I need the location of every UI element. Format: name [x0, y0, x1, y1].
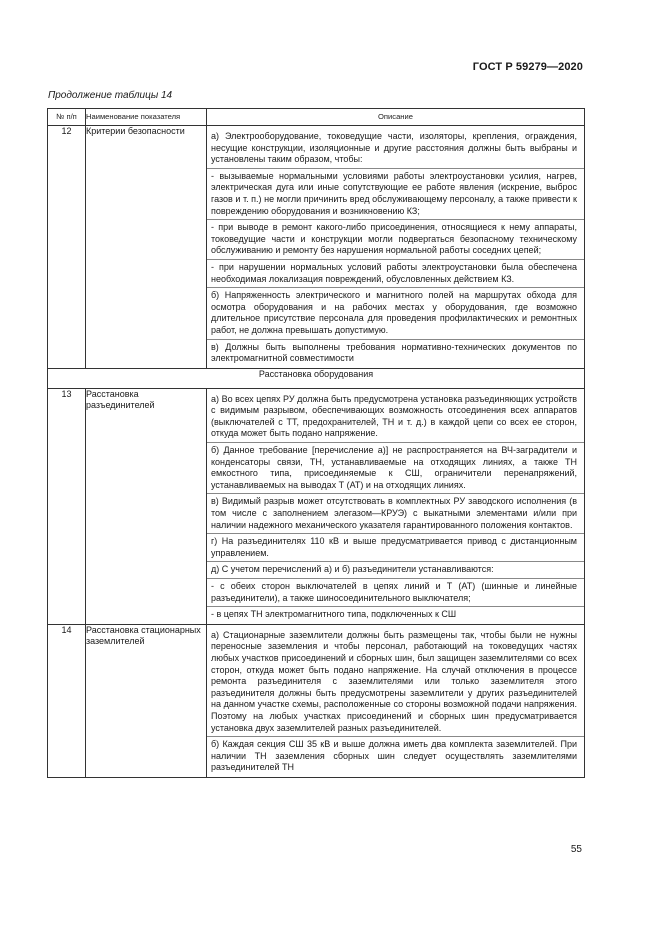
row-name: Расстановка разъединителей	[86, 388, 207, 624]
row-number: 14	[48, 624, 86, 777]
description-paragraph: в) Видимый разрыв может отсутствовать в комплектных РУ заводского исполнения (в том числе с заполнением элегазом—КРУЭ) с выкатными элементами и/или при наличии надежного механического указателя гарантированного положения контактов.	[207, 494, 584, 534]
table-caption: Продолжение таблицы 14	[48, 90, 173, 101]
column-header-number: № п/п	[48, 109, 86, 126]
table-row	[48, 388, 585, 624]
row-description	[207, 126, 585, 369]
description-paragraph: - при нарушении нормальных условий работы электроустановки была обеспечена необходимая локализация повреждений, обусловленных действием КЗ.	[207, 260, 584, 288]
column-header-description: Описание	[207, 109, 585, 126]
column-header-name: Наименование показателя	[86, 109, 207, 126]
table-row	[48, 624, 585, 777]
description-paragraph: а) Во всех цепях РУ должна быть предусмотрена установка разъединяющих устройств с видимым разрывом, обеспечивающих возможность отсоединения всех аппаратов (выключателей с ТТ, предохранителей, ТН и т. д.) в каждой цепи со всех ее сторон, откуда может быть подано напряжение.	[207, 389, 584, 443]
requirements-table	[47, 108, 585, 778]
description-paragraph: - в цепях ТН электромагнитного типа, подключенных к СШ	[211, 609, 457, 620]
page-number: 55	[570, 844, 582, 855]
row-description	[207, 624, 585, 777]
description-paragraph: в) Должны быть выполнены требования нормативно-технических документов по электромагнитной совместимости	[211, 341, 577, 364]
description-paragraph: б) Каждая секция СШ 35 кВ и выше должна иметь два комплекта заземлителей. При наличии ТН заземления сборных шин следует осуществлять заземлителями разъединителей ТН	[211, 739, 577, 773]
description-paragraph: а) Стационарные заземлители должны быть размещены так, чтобы были не нужны переносные заземления и чтобы персонал, работающий на токоведущих частях любых участков присоединений и сборных шин, был защищен заземлителями со всех сторон, откуда может быть подано напряжение. На случай отключения в процессе ремонта разъединителя с заземлителями или только заземлителя этого разъединителя должны быть предусмотрены заземлители у других разъединителей на данном участке схемы, расположенные со стороны возможной подачи напряжения. Поэтому на любых участках присоединений и сборных шин предусматривается установка двух заземлителей разных разъединителей.	[207, 625, 584, 737]
table-header-row	[48, 109, 585, 126]
description-paragraph: - при выводе в ремонт какого-либо присоединения, относящиеся к нему аппараты, токоведущие части и конструкции могли подвергаться безопасному техническому обслуживанию и ремонту без нарушения нормальной работы соседних цепей;	[207, 220, 584, 260]
description-paragraph: д) С учетом перечислений а) и б) разъединители устанавливаются:	[207, 562, 584, 579]
table-row	[48, 126, 585, 369]
description-paragraph: - вызываемые нормальными условиями работы электроустановки усилия, нагрев, электрическая дуга или иные сопутствующие ее работе явления (искрение, выброс газов и т. п.) не могли причинить вред обслуживающему персоналу, а также привести к повреждению оборудования и возникновению КЗ;	[207, 169, 584, 220]
row-number: 13	[48, 388, 86, 624]
row-name: Расстановка стационарных заземлителей	[86, 624, 207, 777]
row-number: 12	[48, 126, 86, 369]
description-paragraph: а) Электрооборудование, токоведущие части, изоляторы, крепления, ограждения, несущие конструкции, изоляционные и другие расстояния должны быть выбраны и установлены таким образом, чтобы:	[207, 126, 584, 169]
description-paragraph: - с обеих сторон выключателей в цепях линий и Т (АТ) (шинные и линейные разъединители), а также шиносоединительного выключателя;	[207, 579, 584, 607]
row-name: Критерии безопасности	[86, 126, 207, 369]
description-paragraph: б) Данное требование [перечисление а)] не распространяется на ВЧ-заградители и конденсаторы связи, ТН, устанавливаемые на отходящих линиях, а также ТН емкостного типа, присоединяемые к СШ, ограничители перенапряжений, устанавливаемых на выводах Т (АТ) и на отходящих линиях.	[207, 443, 584, 494]
description-paragraph: г) На разъединителях 110 кВ и выше предусматривается привод с дистанционным управлением.	[207, 534, 584, 562]
section-title: Расстановка оборудования	[48, 368, 585, 388]
description-paragraph: б) Напряженность электрического и магнитного полей на маршрутах обхода для осмотра оборудования и на рабочих местах у оборудования, где возможно длительное присутствие персонала для проведения профилактических и ремонтных работ, не должна превышать допустимую.	[207, 288, 584, 339]
standard-code: ГОСТ Р 59279—2020	[472, 61, 583, 73]
section-row	[48, 368, 585, 388]
row-description	[207, 388, 585, 624]
